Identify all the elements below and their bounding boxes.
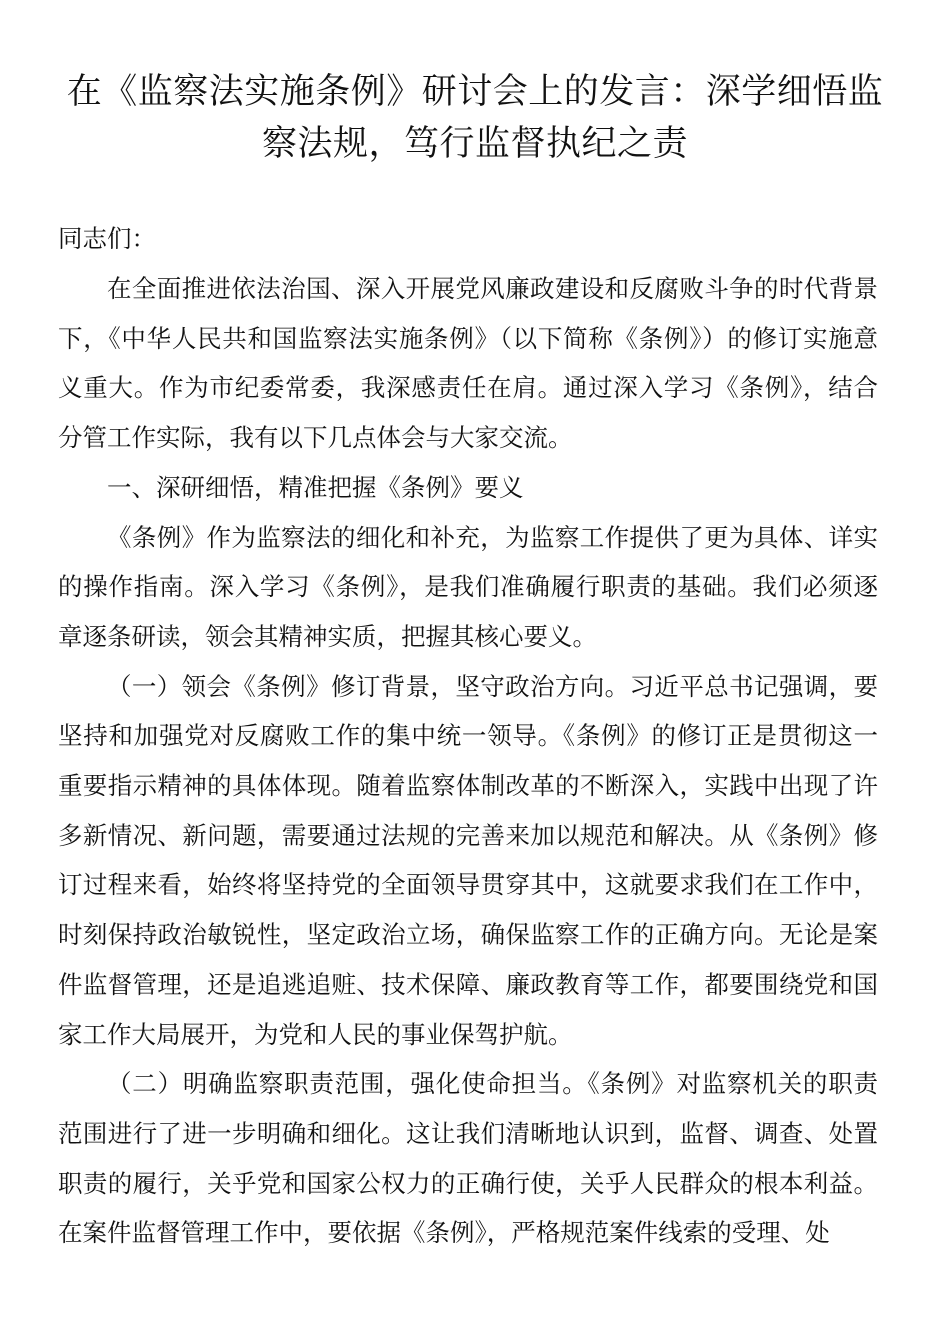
paragraph-subsection-1: （一）领会《条例》修订背景，坚守政治方向。习近平总书记强调，要坚持和加强党对反腐败工作的集中统一领导。《条例》的修订正是贯彻这一重要指示精神的具体体现。随着监察体制改革的不断深入，实践中出现了许多新情况、新问题，需要通过法规的完善来加以规范和解决。从《条例》修订过程来看，始终将坚持党的全面领导贯穿其中，这就要求我们在工作中，时刻保持政治敏锐性，坚定政治立场，确保监察工作的正确方向。无论是案件监督管理，还是追逃追赃、技术保障、廉政教育等工作，都要围绕党和国家工作大局展开，为党和人民的事业保驾护航。 (58, 671, 878, 1049)
document-title: 在《监察法实施条例》研讨会上的发言：深学细悟监察法规，笃行监督执纪之责 (66, 72, 884, 164)
salutation: 同志们： (58, 224, 156, 253)
section-heading-1: 一、深研细悟，精准把握《条例》要义 (107, 472, 524, 502)
paragraph-intro: 在全面推进依法治国、深入开展党风廉政建设和反腐败斗争的时代背景下，《中华人民共和国监察法实施条例》（以下简称《条例》）的修订实施意义重大。作为市纪委常委，我深感责任在肩。通过深入学习《条例》，结合分管工作实际，我有以下几点体会与大家交流。 (58, 274, 878, 453)
document-body (58, 264, 878, 1258)
paragraph-subsection-2: （二）明确监察职责范围，强化使命担当。《条例》对监察机关的职责范围进行了进一步明确和细化。这让我们清晰地认识到，监督、调查、处置职责的履行，关乎党和国家公权力的正确行使，关乎人民群众的根本利益。在案件监督管理工作中，要依据《条例》，严格规范案件线索的受理、处 (58, 1069, 878, 1248)
paragraph-section-1: 《条例》作为监察法的细化和补充，为监察工作提供了更为具体、详实的操作指南。深入学习《条例》，是我们准确履行职责的基础。我们必须逐章逐条研读，领会其精神实质，把握其核心要义。 (58, 522, 878, 651)
